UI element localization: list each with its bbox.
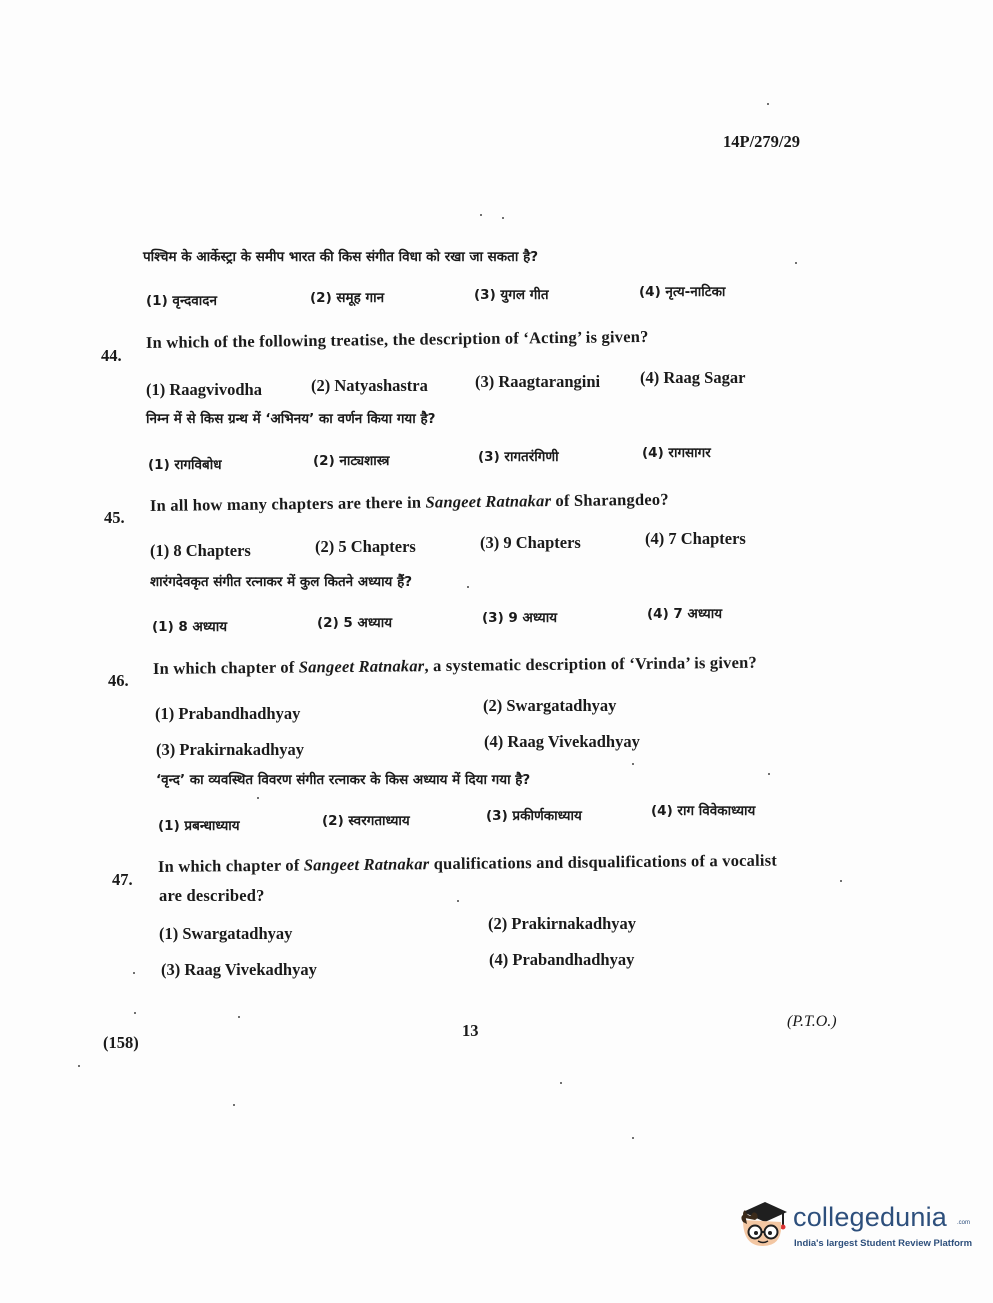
scan-speck xyxy=(795,262,797,264)
paper-code: 14P/279/29 xyxy=(723,132,800,151)
q45-option-4: (4) 7 Chapters xyxy=(645,529,746,548)
logo-tagline: India's largest Student Review Platform xyxy=(794,1238,973,1249)
student-mascot-icon xyxy=(733,1196,791,1254)
q44-question: In which of the following treatise, the description of ‘Acting’ is given? xyxy=(145,326,649,352)
q44-hindi-option-3: (3) रागतरंगिणी xyxy=(478,449,559,465)
q44-hindi-option-2: (2) नाट्यशास्त्र xyxy=(313,453,390,469)
q44-option-2: (2) Natyashastra xyxy=(311,376,428,395)
q45-hindi-question: शारंगदेवकृत संगीत रत्नाकर में कुल कितने अध्याय हैं? xyxy=(150,574,413,590)
q47-option-1: (1) Swargatadhyay xyxy=(159,924,293,943)
scan-speck xyxy=(257,797,259,799)
collegedunia-logo xyxy=(733,1196,973,1256)
q45-hindi-option-1: (1) 8 अध्याय xyxy=(152,619,228,635)
q47-question: In which chapter of Sangeet Ratnakar qualifications and disqualifications of a vocalist xyxy=(157,850,778,876)
q46-number: 46. xyxy=(108,671,129,690)
pto-label: (P.T.O.) xyxy=(787,1013,837,1030)
scan-speck xyxy=(467,586,469,588)
page-number: 13 xyxy=(462,1021,479,1040)
q45-question: In all how many chapters are there in Sangeet Ratnakar of Sharangdeo? xyxy=(149,489,669,515)
q45-hindi-option-2: (2) 5 अध्याय xyxy=(317,615,393,631)
q45-option-1: (1) 8 Chapters xyxy=(150,541,251,560)
q45-number: 45. xyxy=(104,508,125,527)
q47-number: 47. xyxy=(112,870,133,889)
q46-hindi-question: ‘वृन्द’ का व्यवस्थित विवरण संगीत रत्नाकर के किस अध्याय में दिया गया है? xyxy=(156,772,531,788)
q45-hindi-option-4: (4) 7 अध्याय xyxy=(647,606,723,622)
scan-speck xyxy=(632,1137,634,1139)
q44-option-4: (4) Raag Sagar xyxy=(640,368,746,387)
q46-hindi-option-3: (3) प्रकीर्णकाध्याय xyxy=(486,808,582,824)
q43-hindi-option-4: (4) नृत्य-नाटिका xyxy=(639,284,726,300)
scan-speck xyxy=(632,763,634,765)
q44-option-3: (3) Raagtarangini xyxy=(475,372,601,391)
scan-speck xyxy=(502,217,504,219)
q47-question-line2: are described? xyxy=(159,886,265,905)
scan-speck xyxy=(480,214,482,216)
scan-speck xyxy=(767,103,769,105)
booklet-code: (158) xyxy=(103,1033,139,1052)
q43-hindi-option-2: (2) समूह गान xyxy=(310,290,385,306)
logo-suffix: .com xyxy=(957,1220,971,1226)
q47-option-4: (4) Prabandhadhyay xyxy=(489,950,635,969)
q45-option-3: (3) 9 Chapters xyxy=(480,533,581,552)
q46-hindi-option-2: (2) स्वरगताध्याय xyxy=(322,813,410,829)
q45-option-2: (2) 5 Chapters xyxy=(315,537,416,556)
q44-hindi-question: निम्न में से किस ग्रन्थ में ‘अभिनय’ का वर्णन किया गया है? xyxy=(146,411,436,427)
q46-question: In which chapter of Sangeet Ratnakar, a systematic description of ‘Vrinda’ is given? xyxy=(152,652,758,678)
scan-speck xyxy=(768,773,770,775)
q43-hindi-option-1: (1) वृन्दवादन xyxy=(146,293,217,309)
scan-speck xyxy=(133,972,135,974)
scan-speck xyxy=(840,880,842,882)
scan-speck xyxy=(78,1065,80,1067)
scan-speck xyxy=(238,1016,240,1018)
q46-option-1: (1) Prabandhadhyay xyxy=(155,704,301,723)
logo-wordmark: collegedunia xyxy=(793,1202,948,1232)
q46-option-3: (3) Prakirnakadhyay xyxy=(156,740,305,759)
q46-option-2: (2) Swargatadhyay xyxy=(483,696,617,715)
q47-option-2: (2) Prakirnakadhyay xyxy=(488,914,637,933)
q43-hindi-option-3: (3) युगल गीत xyxy=(474,287,549,303)
q46-hindi-option-4: (4) राग विवेकाध्याय xyxy=(651,803,756,819)
q46-option-4: (4) Raag Vivekadhyay xyxy=(484,732,640,751)
scan-speck xyxy=(457,900,459,902)
q46-hindi-option-1: (1) प्रबन्धाध्याय xyxy=(158,818,240,834)
scan-speck xyxy=(233,1104,235,1106)
q44-hindi-option-1: (1) रागविबोध xyxy=(148,457,222,473)
scan-speck xyxy=(560,1082,562,1084)
q44-option-1: (1) Raagvivodha xyxy=(146,380,262,399)
q44-hindi-option-4: (4) रागसागर xyxy=(642,445,711,461)
q44-number: 44. xyxy=(101,346,122,365)
q43-hindi-question: पश्चिम के आर्केस्ट्रा के समीप भारत की किस संगीत विधा को रखा जा सकता है? xyxy=(143,249,539,265)
scan-speck xyxy=(134,1012,136,1014)
q45-hindi-option-3: (3) 9 अध्याय xyxy=(482,610,558,626)
q47-option-3: (3) Raag Vivekadhyay xyxy=(161,960,317,979)
